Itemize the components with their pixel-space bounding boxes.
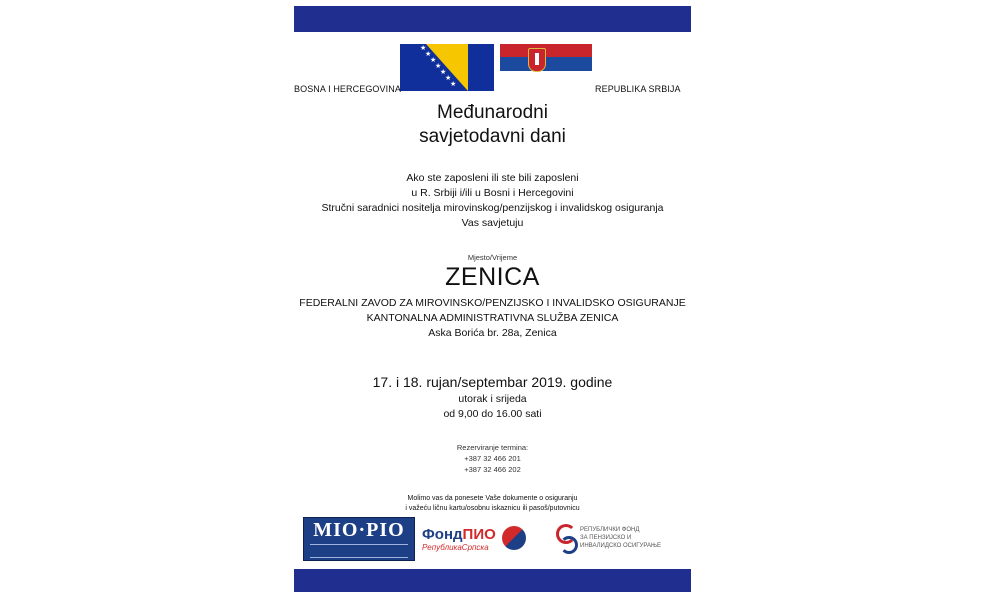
bottom-blue-bar [294,569,691,592]
fond-word-a: Фонд [422,526,463,543]
address: Aska Borića br. 28a, Zenica [428,327,557,339]
city-name: ZENICA [445,263,540,291]
intro-line-3: Stručni saradnici nositelja mirovinskog/penzijskog i invalidskog osiguranja [321,202,664,214]
reservation-phone-1: +387 32 466 201 [464,454,521,463]
rf-line-2: ЗА ПЕНЗИЈСКО И [580,535,632,541]
country-left-label: BOSNA I HERCEGOVINA [294,84,401,94]
title-line-2: savjetodavni dani [419,126,566,147]
event-hours: od 9,00 do 16.00 sati [443,408,542,420]
location-label: Mjesto/Vrijeme [467,253,518,262]
fond-word-b: ПИО [462,526,496,543]
title-line-1: Međunarodni [437,102,548,123]
reservation-phone-2: +387 32 466 202 [464,465,521,474]
fond-pio-logo [422,526,528,560]
intro-line-2: u R. Srbiji i/ili u Bosni i Hercegovini [411,187,574,199]
reservation-label: Rezerviranje termina: [456,443,529,452]
event-date: 17. i 18. rujan/septembar 2019. godine [372,374,613,390]
fond-subtitle: РепубликаСрпска [422,543,489,552]
note-line-2: i važeću ličnu kartu/osobnu iskaznicu ili pasoš/putovnicu [405,505,580,512]
poster [294,6,691,592]
note-line-1: Molimo vas da ponesete Vaše dokumente o osiguranju [407,495,578,502]
mio-pio-text: MIO·PIO [313,519,405,541]
rf-line-3: ИНВАЛИДСКО ОСИГУРАЊЕ [580,543,662,549]
mio-pio-logo [303,517,415,561]
republicki-fond-mark-icon [556,524,574,552]
republicki-fond-logo [552,520,686,560]
country-right-label: REPUBLIKA SRBIJA [595,84,681,94]
fond-ball-icon [502,526,526,550]
bosnia-flag-icon: ★ ★ ★ ★ ★ ★ ★ [400,44,494,91]
top-blue-bar [294,6,691,32]
serbia-flag-icon [500,44,592,84]
rf-line-1: РЕПУБЛИЧКИ ФОНД [580,527,640,533]
intro-line-1: Ako ste zaposleni ili ste bili zaposleni [406,172,579,184]
intro-line-4: Vas savjetuju [461,217,524,229]
institution-line-1: FEDERALNI ZAVOD ZA MIROVINSKO/PENZIJSKO I INVALIDSKO OSIGURANJE [299,297,686,309]
institution-line-2: KANTONALNA ADMINISTRATIVNA SLUŽBA ZENICA [366,312,619,324]
event-days: utorak i srijeda [458,393,527,405]
